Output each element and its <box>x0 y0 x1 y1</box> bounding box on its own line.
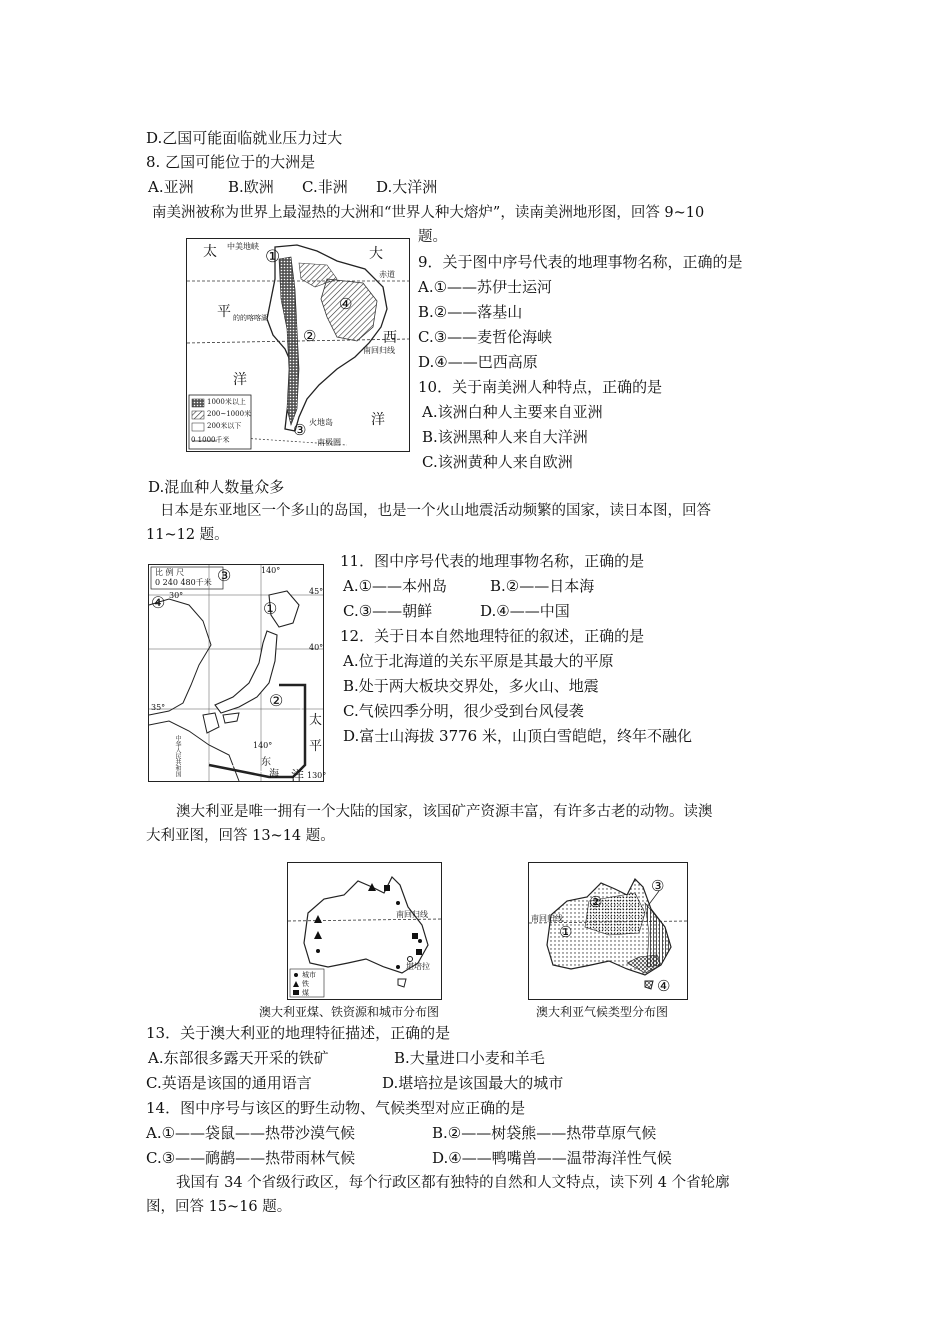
japan-map <box>148 564 327 784</box>
sa-label-yang: 洋 <box>233 372 247 388</box>
sa-marker-2: ② <box>303 327 317 345</box>
sa-marker-4: ④ <box>339 295 353 313</box>
au2-marker-2: ② <box>589 893 603 911</box>
jp-ping: 平 <box>309 739 323 754</box>
q11-option-d: D.④——中国 <box>480 602 570 620</box>
sa-label-ping: 平 <box>217 304 231 320</box>
jp-lon140-top: 140° <box>261 566 281 575</box>
q13-option-a: A.东部很多露天开采的铁矿 <box>148 1049 329 1067</box>
q11-option-b: B.②——日本海 <box>490 577 595 595</box>
au1-legend-city: 城市 <box>302 971 316 979</box>
q14-option-c: C.③——鸸鹋——热带雨林气候 <box>146 1149 356 1167</box>
q8-option-b: B.欧洲 <box>228 178 274 196</box>
sa-legend-2: 200~1000米 <box>207 410 252 418</box>
sa-scale: 0 1000千米 <box>191 436 230 444</box>
au2-tropic: 南回归线 <box>531 914 563 923</box>
prov-intro: 我国有 34 个省级行政区，每个行政区都有独特的自然和人文特点，读下列 4 个省轮廓 <box>176 1175 730 1191</box>
q10-option-d: D.混血种人数量众多 <box>148 478 285 496</box>
sa-label-antarctic: 南极圈 <box>317 438 341 447</box>
q12-option-b: B.处于两大板块交界处，多火山、地震 <box>343 677 599 695</box>
sa-legend-1: 1000米以上 <box>207 398 246 406</box>
jp-lat45: 45° <box>309 587 324 596</box>
jp-lat35: 35° <box>151 703 166 712</box>
au1-legend-coal: 煤 <box>302 989 309 997</box>
australia-climate-map <box>528 862 688 1000</box>
q13-option-c: C.英语是该国的通用语言 <box>146 1074 312 1092</box>
jp-intro: 日本是东亚地区一个多山的岛国，也是一个火山地震活动频繁的国家，读日本图，回答 <box>160 503 711 519</box>
q12-option-a: A.位于北海道的关东平原是其最大的平原 <box>343 652 614 670</box>
au-intro: 澳大利亚是唯一拥有一个大陆的国家，该国矿产资源丰富，有许多古老的动物。读澳 <box>176 804 713 820</box>
q14-option-b: B.②——树袋熊——热带草原气候 <box>432 1124 657 1142</box>
q12-option-c: C.气候四季分明，很少受到台风侵袭 <box>343 702 584 720</box>
jp-lon140: 140° <box>253 741 273 750</box>
q12-stem: 12．关于日本自然地理特征的叙述，正确的是 <box>340 627 645 645</box>
q14-stem: 14．图中序号与该区的野生动物、气候类型对应正确的是 <box>146 1099 526 1117</box>
q11-stem: 11．图中序号代表的地理事物名称，正确的是 <box>340 552 645 570</box>
jp-china: 中华人民共和国 <box>174 735 181 777</box>
jp-lat40: 40° <box>309 643 324 652</box>
jp-lon130: 130° <box>307 771 327 780</box>
au-map1-caption: 澳大利亚煤、铁资源和城市分布图 <box>259 1005 440 1019</box>
sa-label-xi: 西 <box>383 330 397 346</box>
sa-label-island: 火地岛 <box>309 418 333 427</box>
jp-marker-4: ④ <box>151 593 166 612</box>
jp-marker-2: ② <box>269 691 284 710</box>
au-map2-caption: 澳大利亚气候类型分布图 <box>536 1005 669 1019</box>
jp-scale-title: 比 例 尺 <box>155 568 185 577</box>
au1-canberra: 堪培拉 <box>406 962 430 971</box>
q7-option-d: D.乙国可能面临就业压力过大 <box>146 129 343 147</box>
south-america-map <box>186 238 410 452</box>
jp-tai: 太 <box>309 713 323 728</box>
q14-option-d: D.④——鸭嘴兽——温带海洋性气候 <box>432 1149 672 1167</box>
q9-option-d: D.④——巴西高原 <box>418 353 538 371</box>
prov-intro-cont: 图，回答 15~16 题。 <box>146 1199 292 1215</box>
q8-option-d: D.大洋洲 <box>376 178 438 196</box>
jp-marker-1: ① <box>263 599 278 618</box>
q13-option-d: D.堪培拉是该国最大的城市 <box>382 1074 564 1092</box>
jp-lat30: 30° <box>169 591 184 600</box>
q10-stem: 10．关于南美洲人种特点，正确的是 <box>418 378 663 396</box>
sa-label-tai: 太 <box>203 244 217 260</box>
q10-option-a: A.该洲白种人主要来自亚洲 <box>422 403 603 421</box>
q9-option-a: A.①——苏伊士运河 <box>418 278 553 296</box>
sa-label-equator: 赤道 <box>379 270 395 279</box>
sa-label-da: 大 <box>369 246 383 262</box>
q10-option-c: C.该洲黄种人来自欧洲 <box>422 453 573 471</box>
sa-intro-cont: 题。 <box>418 229 447 245</box>
q9-option-c: C.③——麦哲伦海峡 <box>418 328 553 346</box>
jp-dong: 东 <box>261 757 271 768</box>
q13-option-b: B.大量进口小麦和羊毛 <box>394 1049 545 1067</box>
jp-scale: 0 240 480千米 <box>155 578 212 587</box>
q12-option-d: D.富士山海拔 3776 米，山顶白雪皑皑，终年不融化 <box>343 727 692 745</box>
au-intro-cont: 大利亚图，回答 13~14 题。 <box>146 828 335 844</box>
sa-legend-3: 200米以下 <box>207 422 242 430</box>
sa-marker-1: ① <box>265 247 281 267</box>
sa-intro: 南美洲被称为世界上最湿热的大洲和“世界人种大熔炉”，读南美洲地形图，回答 9~10 <box>152 205 705 221</box>
sa-label-canal: 中美地峡 <box>227 242 259 251</box>
q14-option-a: A.①——袋鼠——热带沙漠气候 <box>146 1124 356 1142</box>
jp-marker-3: ③ <box>217 566 232 585</box>
q11-option-a: A.①——本州岛 <box>343 577 448 595</box>
q13-stem: 13．关于澳大利亚的地理特征描述，正确的是 <box>146 1024 451 1042</box>
sa-label-tropic: 南回归线 <box>363 346 395 355</box>
q8-stem: 8. 乙国可能位于的大洲是 <box>146 153 316 171</box>
jp-yang: 洋 <box>291 769 305 784</box>
sa-label-yang2: 洋 <box>371 412 385 428</box>
au2-marker-1: ① <box>559 923 573 941</box>
q9-option-b: B.②——落基山 <box>418 303 523 321</box>
au1-tropic: 南回归线 <box>396 910 428 919</box>
q11-option-c: C.③——朝鲜 <box>343 602 433 620</box>
au1-legend-iron: 铁 <box>302 980 309 988</box>
q8-option-a: A.亚洲 <box>148 178 194 196</box>
jp-hai: 海 <box>269 769 279 780</box>
q9-stem: 9．关于图中序号代表的地理事物名称，正确的是 <box>418 253 743 271</box>
au2-marker-3: ③ <box>651 877 665 895</box>
au2-marker-4: ④ <box>657 977 671 995</box>
q10-option-b: B.该洲黑种人来自大洋洲 <box>422 428 588 446</box>
jp-intro-cont: 11~12 题。 <box>146 527 229 543</box>
sa-label-lake: 的的喀喀湖 <box>233 314 268 322</box>
q8-option-c: C.非洲 <box>302 178 348 196</box>
sa-marker-3: ③ <box>293 421 307 439</box>
australia-resource-map <box>287 862 442 1000</box>
